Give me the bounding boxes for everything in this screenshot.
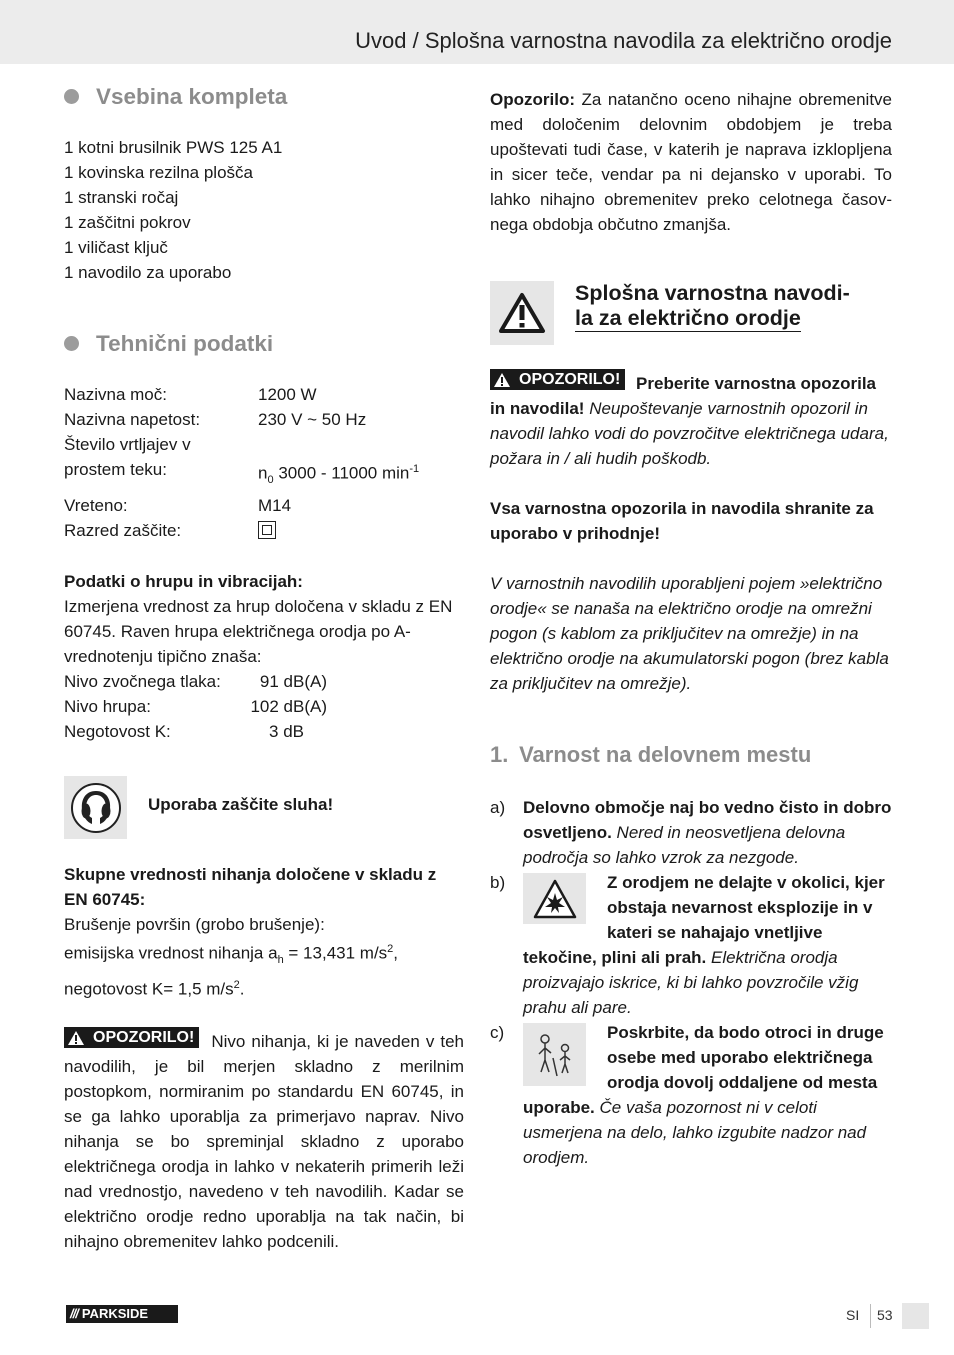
vibration-line: negotovost K= 1,5 $m/s^2$.: [64, 979, 245, 999]
safety-warning: OPOZORILO! Preberite varnostna opozorila in navodila! Neupoštevanje varnostnih opozoril in navodil lahko vodi do povzročitve električnega udara, požara in / ali hudih poškodb.: [490, 371, 889, 468]
language-code: SI: [846, 1307, 860, 1323]
noise-heading: Podatki o hrupu in vibracijah:: [64, 572, 303, 592]
definition-text: V varnostnih navodilih uporabljeni pojem »električno orodje« se nanaša na električno orodje na omrežni pogon (s kablom za priključitev na omrežje) in na električno orodje na akumulatorski pogon (brez kabla za priključitev na omrežje).: [490, 574, 889, 693]
spec-value: $n_0$ 3000 - 11000 $\min^{-1}$: [258, 463, 420, 487]
list-item: 1 viličast ključ: [64, 238, 168, 257]
bullet-icon: [64, 89, 79, 104]
safety-title-underlined: la za električno orodje: [575, 306, 801, 330]
warning-badge: OPOZORILO!: [64, 1027, 199, 1048]
contents-heading: Vsebina kompleta: [64, 84, 464, 109]
spec-value: 1200 W: [258, 385, 317, 404]
list-item: 1 navodilo za uporabo: [64, 263, 232, 282]
spec-label: Vreteno:: [64, 496, 128, 516]
keep-instructions: Vsa varnostna opozorila in navodila shranite za uporabo v prihodnje!: [490, 499, 874, 543]
explosion-hazard-icon: [523, 873, 586, 924]
noise-label: Nivo zvočnega tlaka:: [64, 672, 221, 692]
noise-value: 102 dB(A): [250, 697, 327, 717]
spec-value: M14: [258, 496, 292, 516]
spec-value: 230 V ~ 50 Hz: [258, 410, 367, 429]
list-item-b: b) Z orodjem ne delajte v okolici, kjer obstaja nevarnost eksplozije in v kateri se nahajajo vnetljive tekočine, plini ali prah. Električna orodja proizvajajo iskrice, ki bi lahko povzročile vžig prahu ali pare.: [490, 873, 885, 1017]
noise-value: 3 dB: [269, 722, 304, 742]
left-column: [64, 84, 464, 1254]
vibration-warning: OPOZORILO! Nivo nihanja, ki je naveden v teh navodilih, je bil merjen skladno z merilnim postopkom, normiranim po standardu EN 60745, in se ga lahko uporablja za primerjavo naprav. Nivo nihanja se bo spreminjal skladno z uporabo električnega orodja in lahko v nekaterih primerih leži nad vrednostjo, navedeno v teh navodilih. Kadar se električno orodje redno uporablja na tak način, bi nihajno obremenitev lahko podcenili.: [64, 1028, 464, 1251]
right-column: [490, 87, 892, 1170]
page-title: Uvod / Splošna varnostna navodila za električno orodje: [355, 28, 892, 53]
page-number: 53: [877, 1307, 893, 1323]
spec-label: Nazivna moč:: [64, 385, 167, 404]
hearing-protection-icon: [64, 776, 127, 839]
list-item-a: a) Delovno območje naj bo vedno čisto in dobro osvetljeno. Nered in neosvetljena delovna področja so lahko vzrok za nezgode.: [490, 798, 892, 867]
tech-heading: Tehnični podatki: [64, 331, 464, 356]
list-item: 1 kotni brusilnik PWS 125 A1: [64, 138, 283, 157]
vibration-line: emisijska vrednost nihanja $a_h = 13,431$ $m/s^2$,: [64, 943, 399, 967]
noise-label: Negotovost K:: [64, 722, 171, 742]
noise-label: Nivo hrupa:: [64, 697, 151, 717]
noise-value: 91 dB(A): [259, 672, 327, 692]
spec-label: prostem teku:: [64, 460, 167, 479]
hearing-protection-notice: Uporaba zaščite sluha!: [64, 776, 464, 839]
workplace-heading: 1. Varnost na delovnem mestu: [490, 742, 812, 767]
list-item: 1 zaščitni pokrov: [64, 213, 191, 232]
contents-list: [64, 135, 464, 285]
noise-text: Izmerjena vrednost za hrup določena v skladu z EN 60745. Raven hrupa električnega orodja po A-vrednotenju tipično znaša:: [64, 597, 453, 667]
footer-divider: [870, 1304, 871, 1328]
spec-label: Razred zaščite:: [64, 521, 182, 541]
page-header: [0, 0, 954, 64]
bullet-icon: [64, 336, 79, 351]
page-tab-marker: [902, 1303, 929, 1329]
vibration-heading: Skupne vrednosti nihanja določene v skladu z EN 60745:: [64, 865, 437, 910]
noise-table: [64, 669, 464, 744]
warning-triangle-icon: [490, 281, 554, 345]
warning-badge: OPOZORILO!: [490, 369, 625, 390]
parkside-logo: /// PARKSIDE: [66, 1305, 178, 1323]
list-item: 1 stranski ročaj: [64, 188, 179, 207]
spec-table: [64, 382, 464, 543]
spec-value: [258, 518, 464, 543]
safety-section-heading: Splošna varnostna navodi- la za električno orodje: [490, 281, 892, 345]
spec-label: Nazivna napetost:: [64, 410, 201, 429]
spec-label: Število vrtljajev v: [64, 435, 191, 454]
list-item: 1 kovinska rezilna plošča: [64, 163, 253, 182]
vibration-line: Brušenje površin (grobo brušenje):: [64, 915, 325, 935]
vibration-note: Opozorilo: Za natančno oceno nihajne obremenitve med določenim delovnim obdobjem je treba upoštevati tudi čase, v katerih je naprava izklopljena in sicer teče, vendar pa ni dejansko v uporabi. To lahko nihajno obremenitev preko celotnega časov-nega obdobja občutno zmanjša.: [490, 90, 892, 234]
warning-triangle-icon: [67, 1030, 85, 1046]
warning-triangle-icon: [493, 372, 511, 388]
keep-bystanders-away-icon: [523, 1023, 586, 1086]
list-item-c: c) Poskrbite, da bodo otroci in druge osebe med uporabo električnega orodja dovolj oddaljene od mesta uporabe. Če vaša pozornost ni v celoti usmerjena na delo, lahko izgubite nadzor nad orodjem.: [490, 1023, 884, 1167]
protection-class-ii-icon: [258, 521, 276, 539]
